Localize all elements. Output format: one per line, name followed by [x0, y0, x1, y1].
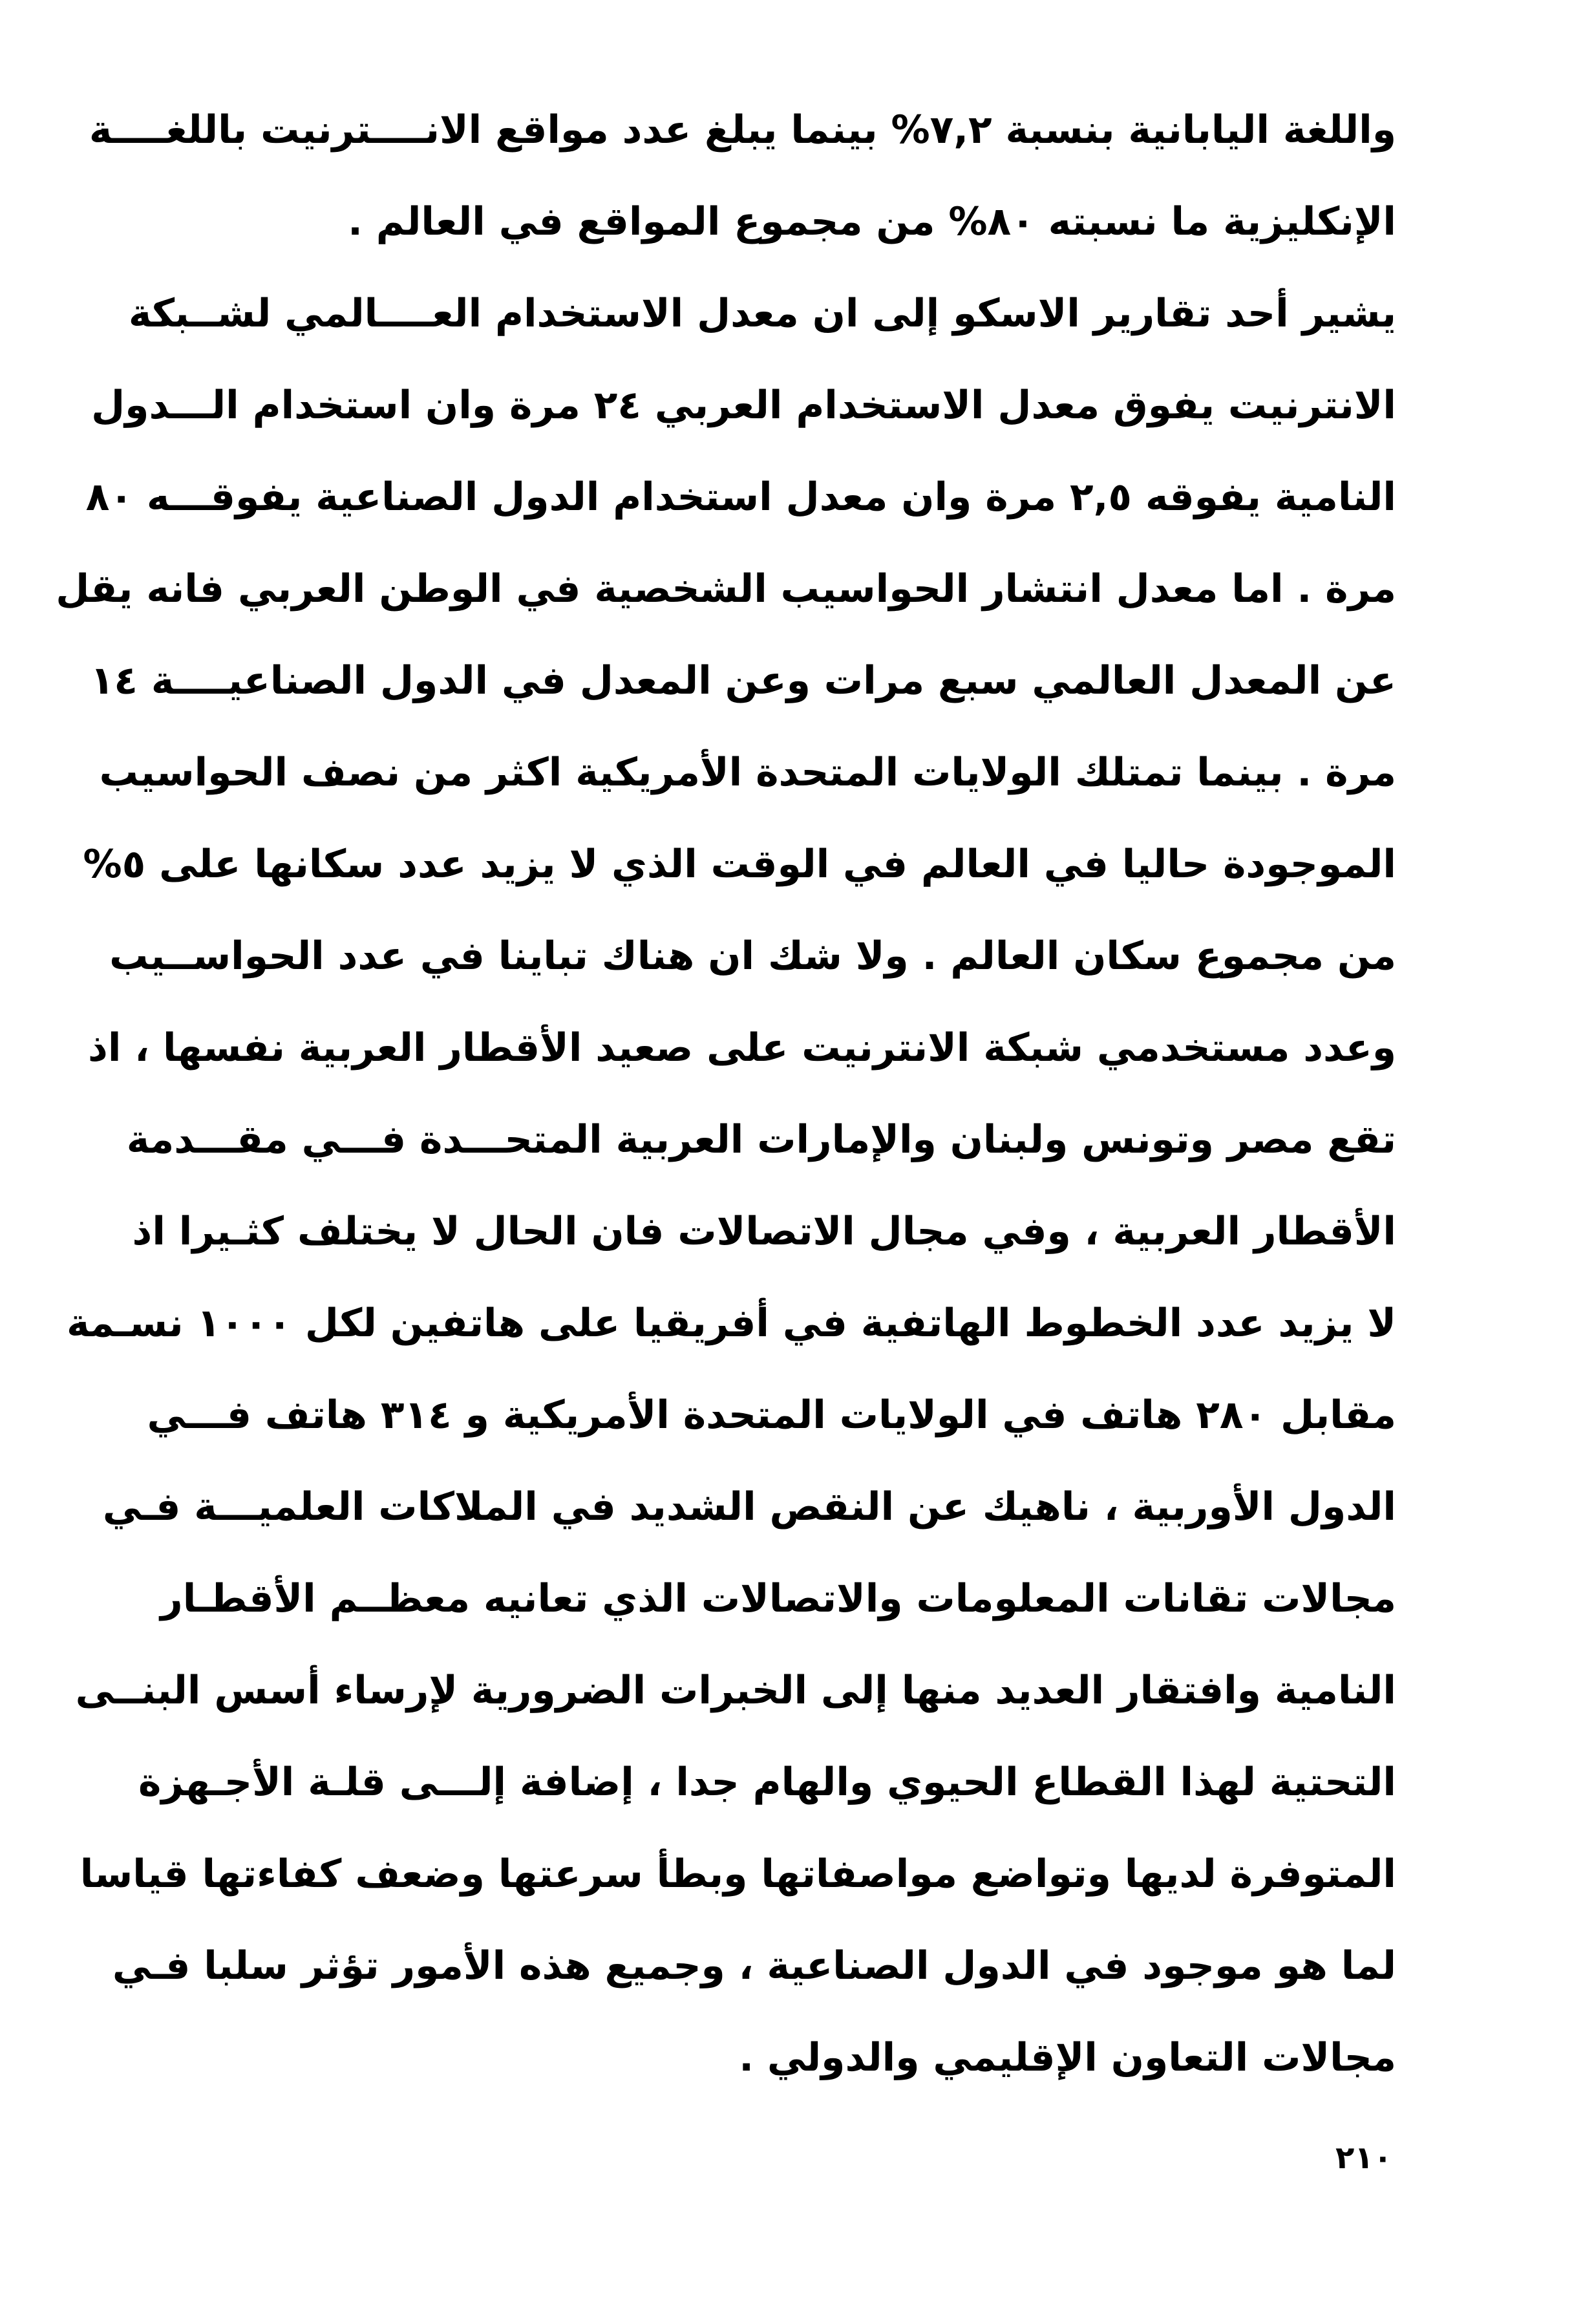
text-line: عن المعدل العالمي سبع مرات وعن المعدل في الدول الصناعيــــة ١٤: [90, 658, 1396, 703]
text-line: النامية وافتقار العديد منها إلى الخبرات الضرورية لإرساء أسس البنــى: [75, 1668, 1396, 1713]
text-line: مجالات التعاون الإقليمي والدولي .: [739, 2035, 1396, 2080]
page-number: ٢١٠: [1335, 2140, 1392, 2176]
text-line: مقابل ٢٨٠ هاتف في الولايات المتحدة الأمريكية و ٣١٤ هاتف فـــي: [147, 1392, 1396, 1438]
text-line: الموجودة حاليا في العالم في الوقت الذي لا يزيد عدد سكانها على ٥%: [83, 842, 1396, 887]
text-line: الانترنيت يفوق معدل الاستخدام العربي ٢٤ مرة وان استخدام الـــدول: [91, 383, 1396, 428]
text-line: الدول الأوربية ، ناهيك عن النقص الشديد في الملاكات العلميـــة فـي: [102, 1484, 1396, 1530]
text-line: مرة . بينما تمتلك الولايات المتحدة الأمريكية اكثر من نصف الحواسيب: [99, 750, 1396, 795]
text-line: المتوفرة لديها وتواضع مواصفاتها وبطأ سرعتها وضعف كفاءتها قياسا: [80, 1851, 1396, 1897]
text-line: التحتية لهذا القطاع الحيوي والهام جدا ، إضافة إلـــى قلـة الأجـهزة: [138, 1760, 1396, 1805]
text-line: لا يزيد عدد الخطوط الهاتفية في أفريقيا على هاتفين لكل ١٠٠٠ نسـمة: [66, 1301, 1396, 1346]
text-line: يشير أحد تقارير الاسكو إلى ان معدل الاستخدام العــــالمي لشــبكة: [128, 291, 1396, 336]
text-line: مرة . اما معدل انتشار الحواسيب الشخصية في الوطن العربي فانه يقل: [56, 566, 1396, 612]
text-line: لما هو موجود في الدول الصناعية ، وجميع هذه الأمور تؤثر سلبا فـي: [112, 1943, 1396, 1988]
text-line: مجالات تقانات المعلومات والاتصالات الذي تعانيه معظــم الأقطـار: [160, 1576, 1396, 1621]
body-text: [56, 84, 1396, 2104]
text-line: النامية يفوقه ٢,٥ مرة وان معدل استخدام الدول الصناعية يفوقـــه ٨٠: [85, 474, 1396, 520]
text-line: وعدد مستخدمي شبكة الانترنيت على صعيد الأقطار العربية نفسها ، اذ: [88, 1025, 1396, 1071]
text-line: الأقطار العربية ، وفي مجال الاتصالات فان الحال لا يختلف كثـيرا اذ: [132, 1209, 1396, 1254]
text-line: من مجموع سكان العالم . ولا شك ان هناك تباينا في عدد الحواســيب: [109, 933, 1396, 979]
text-line: الإنكليزية ما نسبته ٨٠% من مجموع المواقع في العالم .: [348, 199, 1396, 244]
text-line: تقع مصر وتونس ولبنان والإمارات العربية المتحـــدة فـــي مقـــدمة: [126, 1117, 1396, 1162]
text-line: واللغة اليابانية بنسبة ٧,٢% بينما يبلغ عدد مواقع الانــــترنيت باللغــــة: [89, 107, 1396, 153]
